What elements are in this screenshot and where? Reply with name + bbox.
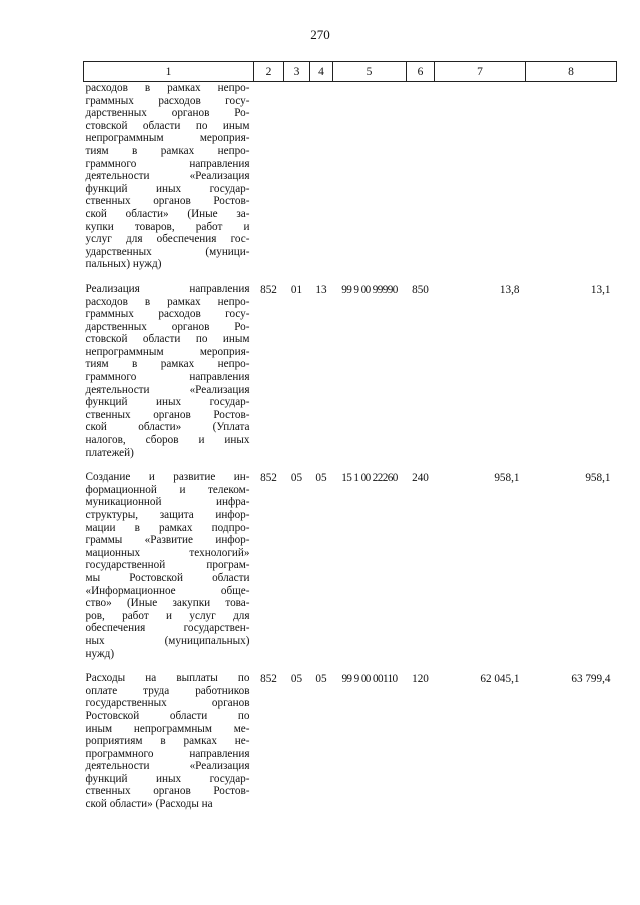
description-line: ство» (Иные закупки това- [85,597,250,610]
column-header-8: 8 [526,62,617,82]
subsection-cell [310,82,333,271]
description-line: муникационной инфра- [85,496,250,509]
description-line: стовской области по иным [85,333,250,346]
column-header-5: 5 [333,62,407,82]
expense-type-cell [407,82,435,271]
description-line: деятельности «Реализация [85,383,250,396]
subsection-cell: 13 [315,283,327,296]
expense-type-cell: 850 [412,283,429,296]
description-line: оплате труда работников [85,684,250,697]
page-number: 270 [310,27,330,42]
description-line: граммного направления [85,157,250,170]
subsection-cell: 05 [315,472,327,485]
target-article-cell [333,82,407,271]
description-line: обеспечения государствен- [85,622,250,635]
description-line: функций иных государ- [85,772,250,785]
section-cell: 05 [290,472,303,485]
description-line: государственной програм- [85,559,250,572]
amount-year1-cell: 13,8 [499,283,520,296]
description-line: пальных) нужд) [85,258,162,271]
table-row [84,471,617,660]
description-line: формационной и телеком- [85,483,250,496]
description-line: непрограммным мероприя- [85,345,250,358]
grbs-cell [254,82,284,271]
description-line: тиям в рамках непро- [85,358,250,371]
description-line: деятельности «Реализация [85,170,250,183]
description-line: иным непрограммным ме- [85,722,250,735]
target-article-cell: 15 1 00 22260 [341,472,398,485]
description-line: государственных органов [85,697,250,710]
row-description [84,672,254,811]
table-body [84,82,617,811]
description-line: ственных органов Ростов- [85,785,250,798]
amount-year1-cell: 62 045,1 [480,673,520,686]
subsection-cell: 05 [315,673,327,686]
column-header-3: 3 [284,62,310,82]
table-row [84,283,617,459]
column-header-6: 6 [407,62,435,82]
description-line: платежей) [85,446,134,459]
description-line: дарственных органов Ро- [85,320,250,333]
description-line: ударственных (муници- [85,245,250,258]
description-line: нужд) [85,647,115,660]
description-line: ственных органов Ростов- [85,195,250,208]
amount-year2-cell: 958,1 [585,472,611,485]
grbs-cell: 852 [260,673,277,686]
description-line: ской области» (Уплата [85,421,250,434]
grbs-cell: 852 [260,283,277,296]
description-line: функций иных государ- [85,182,250,195]
expense-type-cell: 240 [412,472,429,485]
column-header-2: 2 [254,62,284,82]
description-line: граммного направления [85,371,250,384]
section-cell [284,82,310,271]
description-line: стовской области по иным [85,119,250,132]
description-line: мации в рамках подпро- [85,521,250,534]
section-cell: 01 [290,283,303,296]
description-line: функций иных государ- [85,396,250,409]
description-line: граммных расходов госу- [85,308,250,321]
description-line: расходов в рамках непро- [85,295,250,308]
table-header [84,62,617,82]
budget-table [83,61,617,811]
description-line: услуг для обеспечения гос- [85,233,250,246]
amount-year1-cell: 958,1 [494,472,520,485]
description-line: ных (муниципальных) [85,634,250,647]
description-line: Ростовской области по [85,709,250,722]
description-line: ров, работ и услуг для [85,609,250,622]
description-line: Реализация направления [85,282,250,295]
description-line: непрограммным мероприя- [85,132,250,145]
column-header-4: 4 [310,62,333,82]
amount-year2-cell: 63 799,4 [571,673,611,686]
row-description [84,82,254,271]
row-description [84,283,254,459]
description-line: ской области» (Расходы на [85,798,213,811]
description-line: налогов, сборов и иных [85,434,250,447]
description-line: «Информационное обще- [85,584,250,597]
description-line: купки товаров, работ и [85,220,250,233]
description-line: программного направления [85,747,250,760]
description-line: мы Ростовской области [85,571,250,584]
description-line: ственных органов Ростов- [85,408,250,421]
description-line: расходов в рамках непро- [85,82,250,94]
grbs-cell: 852 [260,472,277,485]
target-article-cell: 99 9 00 00110 [341,673,398,686]
section-cell: 05 [290,673,303,686]
amount-year2-cell [526,82,617,271]
table-row [84,82,617,271]
row-spacer [84,271,617,283]
column-header-1: 1 [84,62,254,82]
description-line: Расходы на выплаты по [85,672,250,685]
description-line: тиям в рамках непро- [85,144,250,157]
row-description [84,471,254,660]
description-line: граммы «Развитие инфор- [85,534,250,547]
description-line: Создание и развитие ин- [85,471,250,484]
amount-year1-cell [435,82,526,271]
description-line: структуры, защита инфор- [85,509,250,521]
description-line: мационных технологий» [85,546,250,559]
description-line: деятельности «Реализация [85,760,250,773]
row-spacer [84,459,617,471]
expense-type-cell: 120 [412,673,429,686]
amount-year2-cell: 13,1 [590,283,611,296]
column-header-7: 7 [435,62,526,82]
description-line: дарственных органов Ро- [85,107,250,120]
description-line: граммных расходов госу- [85,94,250,107]
table-row [84,672,617,811]
row-spacer [84,660,617,672]
target-article-cell: 99 9 00 99990 [341,283,398,296]
description-line: роприятиям в рамках не- [85,735,250,748]
description-line: ской области» (Иные за- [85,207,250,220]
